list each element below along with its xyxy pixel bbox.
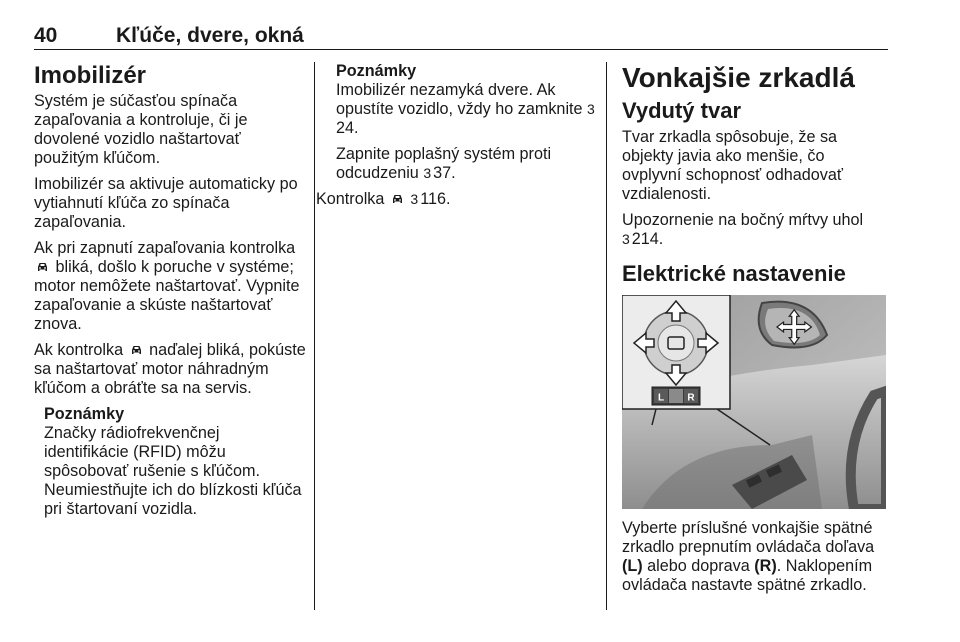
column-mirrors [622, 62, 888, 602]
page-ref-icon: 3 [622, 231, 630, 247]
column-divider [606, 62, 607, 610]
note-block [316, 62, 600, 183]
note-title: Poznámky [336, 62, 417, 80]
page-header [34, 24, 888, 50]
column-notes [316, 62, 600, 216]
page-ref[interactable]: 116. [420, 190, 451, 208]
paragraph: Imobilizér sa aktivuje automaticky po vytiahnutí kľúča zo spínača zapaľovania. [34, 175, 298, 231]
note-block [34, 405, 306, 519]
paragraph: Vyberte príslušné vonkajšie spätné zrkadlo prepnutím ovládača doľava (L) alebo doprava (R). Naklopením ovládača nastavte spätné zrkadlo. [622, 519, 875, 594]
switch-right-label: R [687, 392, 695, 404]
page-ref[interactable]: 214. [631, 230, 664, 248]
page-ref[interactable]: 24. [336, 119, 359, 137]
page-ref-icon: 3 [410, 191, 419, 207]
switch-left-label: L [657, 392, 665, 404]
paragraph: Tvar zrkadla spôsobuje, že sa objekty javia ako menšie, čo ovplyvní schopnosť odhadovať vzdialenosti. [622, 128, 843, 203]
column-immobilizer [34, 62, 306, 519]
page-ref-icon: 3 [587, 101, 595, 117]
car-key-lamp-icon [36, 261, 49, 273]
paragraph: Systém je súčasťou spínača zapaľovania a kontroluje, či je dovolené vozidlo naštartovať použitým kľúčom. [34, 92, 248, 167]
mirror-control-figure [622, 295, 886, 509]
paragraph: Upozornenie na bočný mŕtvy uhol 3 214. [622, 211, 864, 248]
paragraph: Ak pri zapnutí zapaľovania kontrolka bliká, došlo k poruche v systéme; motor nemôžete naštartovať. Vypnite zapaľovanie a skúste naštartovať znova. [34, 239, 300, 333]
column-divider [314, 62, 315, 610]
paragraph: Ak kontrolka naďalej bliká, pokúste sa naštartovať motor náhradným kľúčom a obráťte sa na servis. [34, 341, 306, 397]
mirror-control-illustration [622, 295, 886, 509]
page-ref-icon: 3 [423, 165, 432, 181]
page-ref[interactable]: 37. [433, 164, 456, 182]
subsection-title-electric: Elektrické nastavenie [622, 261, 846, 286]
note-title: Poznámky [44, 405, 125, 423]
page-number: 40 [34, 24, 58, 47]
section-title-mirrors: Vonkajšie zrkadlá [622, 62, 855, 93]
paragraph: Kontrolka 3 116. [316, 190, 451, 208]
note-text: Imobilizér nezamyká dvere. Ak opustíte vozidlo, vždy ho zamknite 324. [336, 81, 595, 137]
car-key-lamp-icon [130, 344, 143, 356]
note-text: Značky rádiofrekvenčnej identifikácie (RFID) môžu spôsobovať rušenie s kľúčom. Neumiestňujte ich do blízkosti kľúča pri štartovaní vozidla. [44, 424, 302, 518]
section-title-immobilizer: Imobilizér [34, 62, 147, 89]
chapter-title: Kľúče, dvere, okná [116, 24, 304, 47]
subsection-title-convex: Vydutý tvar [622, 98, 742, 123]
car-key-lamp-icon [391, 193, 404, 205]
note-text: Zapnite poplašný systém proti odcudzeniu 3 37. [336, 145, 552, 182]
